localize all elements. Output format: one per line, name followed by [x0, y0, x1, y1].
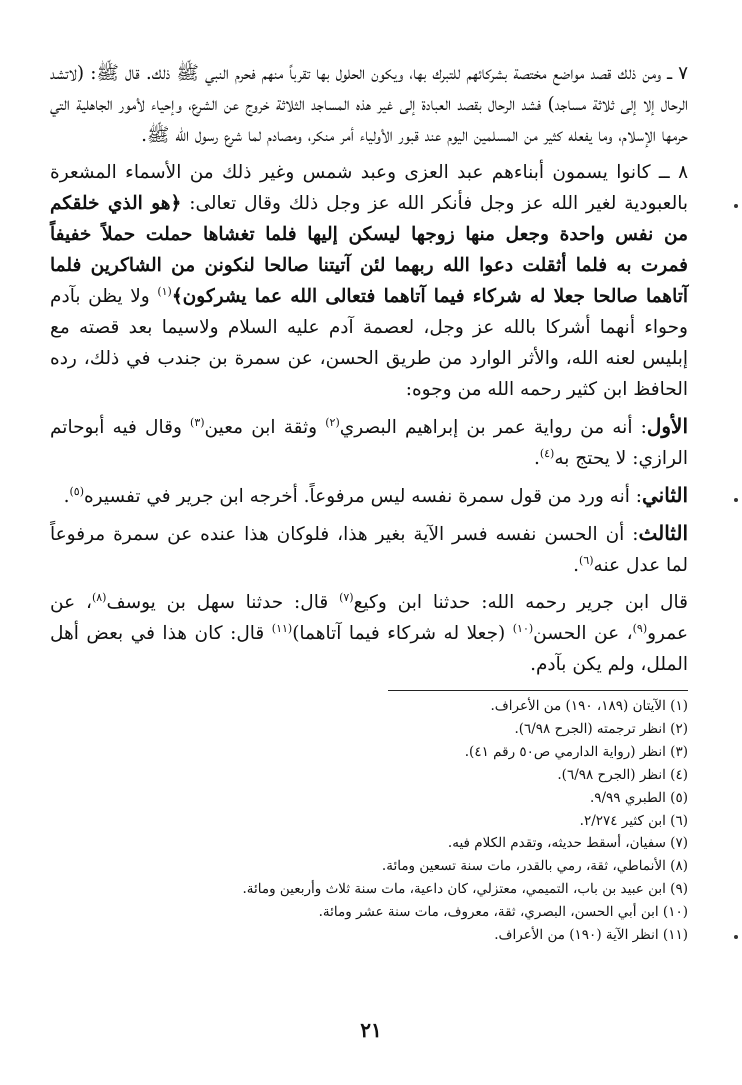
footnote-divider	[388, 690, 688, 691]
footnote-ref-7: (٧)	[339, 590, 354, 604]
point-third-text-b: .	[573, 555, 580, 576]
ibn-jarir-text-c: ، عن عمرو	[50, 592, 688, 644]
footnote-2: (٢) انظر ترجمته (الجرح ٦/٩٨).	[514, 720, 688, 737]
point-first-text-d: .	[533, 448, 540, 469]
point-first-text-b: وثقة ابن معين	[204, 417, 326, 438]
point-third	[50, 518, 688, 581]
quran-verse: ﴿هو الذي خلقكم من نفس واحدة وجعل منها زوجها ليسكن إليها فلما تغشاها حملت حملاً خفيفاً فمرت به فلما أثقلت دعوا الله ربهما لئن آتيتنا صالحا لنكونن من الشاكرين فلما آتاهما صالحا جعلا له شركاء فيما آتاهما فتعالى الله عما يشركون﴾	[50, 193, 688, 307]
footnote-1: (١) الآيتان (١٨٩، ١٩٠) من الأعراف.	[490, 698, 688, 714]
paragraph-7: ٧ ــ ومن ذلك قصد مواضع مختصة بشركائهم للتبرك بها، ويكون الحلول بها تقرباً منهم فحرم النبي ﷺ ذلك. قال ﷺ: (لاتشد الرحال إلا إلى ثلاثة مساجد) فشد الرحال بقصد العبادة إلى غير هذه المساجد الثلاثة خروج عن الشرع، وإحياء لأمور الجاهلية التي حرمها الإسلام، وما يفعله كثير من المسلمين اليوم عند قبور الأولياء أمر منكر، ومصادم لما شرع رسول الله ﷺ.	[50, 63, 688, 146]
paragraph-8	[50, 157, 688, 405]
point-first-text-a: : أنه من رواية عمر بن إبراهيم البصري	[339, 417, 647, 438]
ibn-jarir-text-f: قال: كان هذا في بعض أهل الملل، ولم يكن بآدم.	[50, 623, 688, 675]
margin-dot	[734, 498, 738, 502]
point-second-text-a: : أنه ورد من قول سمرة نفسه ليس مرفوعاً. أخرجه ابن جرير في تفسيره	[83, 486, 642, 507]
footnote-ref-11: (١١)	[271, 621, 293, 635]
footnote-ref-4: (٤)	[539, 446, 555, 460]
footnote-ref-10: (١٠)	[512, 621, 534, 635]
footnote-ref-6: (٦)	[579, 553, 594, 567]
footnotes	[50, 695, 688, 947]
margin-dot	[734, 935, 738, 939]
footnote-10: (١٠) ابن أبي الحسن، البصري، ثقة، معروف، مات سنة عشر ومائة.	[318, 904, 688, 921]
page-body	[50, 58, 688, 947]
footnote-9: (٩) ابن عبيد بن باب، التميمي، معتزلي، كان داعية، مات سنة ثلاث وأربعين ومائة.	[242, 881, 688, 898]
point-second-lead: الثاني	[641, 483, 688, 507]
footnote-ref-2: (٢)	[325, 415, 340, 429]
ibn-jarir-text-d: ، عن الحسن	[533, 623, 633, 644]
point-first	[50, 411, 688, 474]
ibn-jarir-text-b: قال: حدثنا سهل بن يوسف	[106, 592, 340, 613]
footnote-ref-3: (٣)	[190, 415, 205, 429]
footnote-6: (٦) ابن كثير ٢/٢٧٤.	[579, 812, 688, 829]
point-first-lead: الأول	[646, 414, 688, 438]
footnote-7: (٧) سفيان، أسقط حديثه، وتقدم الكلام فيه.	[447, 835, 688, 852]
point-third-text-a: : أن الحسن نفسه فسر الآية بغير هذا، فلوكان هذا عنده عن سمرة مرفوعاً لما عدل عنه	[50, 524, 688, 576]
ibn-jarir-text-e: (جعلا له شركاء فيما آتاهما)	[292, 623, 513, 644]
paragraph-8-rest: ولا يظن بآدم وحواء أنهما أشركا بالله عز وجل، لعصمة آدم عليه السلام ولاسيما بعد قصته مع إبليس لعنه الله، والأثر الوارد من طريق الحسن، عن سمرة بن جندب في ذلك، رده الحافظ ابن كثير رحمه الله من وجوه:	[50, 286, 688, 400]
point-first-text-c: وقال فيه أبوحاتم الرازي: لا يحتج به	[50, 417, 688, 469]
footnote-11: (١١) انظر الآية (١٩٠) من الأعراف.	[494, 927, 688, 944]
footnote-4: (٤) انظر (الجرح ٦/٩٨).	[557, 766, 688, 783]
footnote-ref-9: (٩)	[632, 621, 648, 635]
footnote-ref-5: (٥)	[69, 484, 84, 498]
paragraph-ibn-jarir	[50, 587, 688, 680]
footnote-5: (٥) الطبري ٩/٩٩.	[589, 789, 688, 806]
ibn-jarir-text-a: قال ابن جرير رحمه الله: حدثنا ابن وكيع	[353, 592, 688, 613]
footnote-8: (٨) الأنماطي، ثقة، رمي بالقدر، مات سنة تسعين ومائة.	[381, 858, 688, 875]
footnote-ref-1: (١)	[157, 284, 172, 298]
footnote-ref-8: (٨)	[91, 590, 107, 604]
margin-dot	[734, 204, 738, 208]
paragraph-8-intro: ٨ ــ كانوا يسمون أبناءهم عبد العزى وعبد شمس وغير ذلك من الأسماء المشعرة بالعبودية لغير الله عز وجل فأنكر الله عز وجل ذلك وقال تعالى:	[50, 162, 688, 214]
point-second-text-b: .	[63, 486, 70, 507]
point-third-lead: الثالث	[638, 521, 688, 545]
point-second	[50, 480, 688, 512]
footnote-3: (٣) انظر (رواية الدارمي ص٥٠ رقم ٤١).	[464, 743, 688, 760]
page-number: ٢١	[360, 1018, 382, 1042]
